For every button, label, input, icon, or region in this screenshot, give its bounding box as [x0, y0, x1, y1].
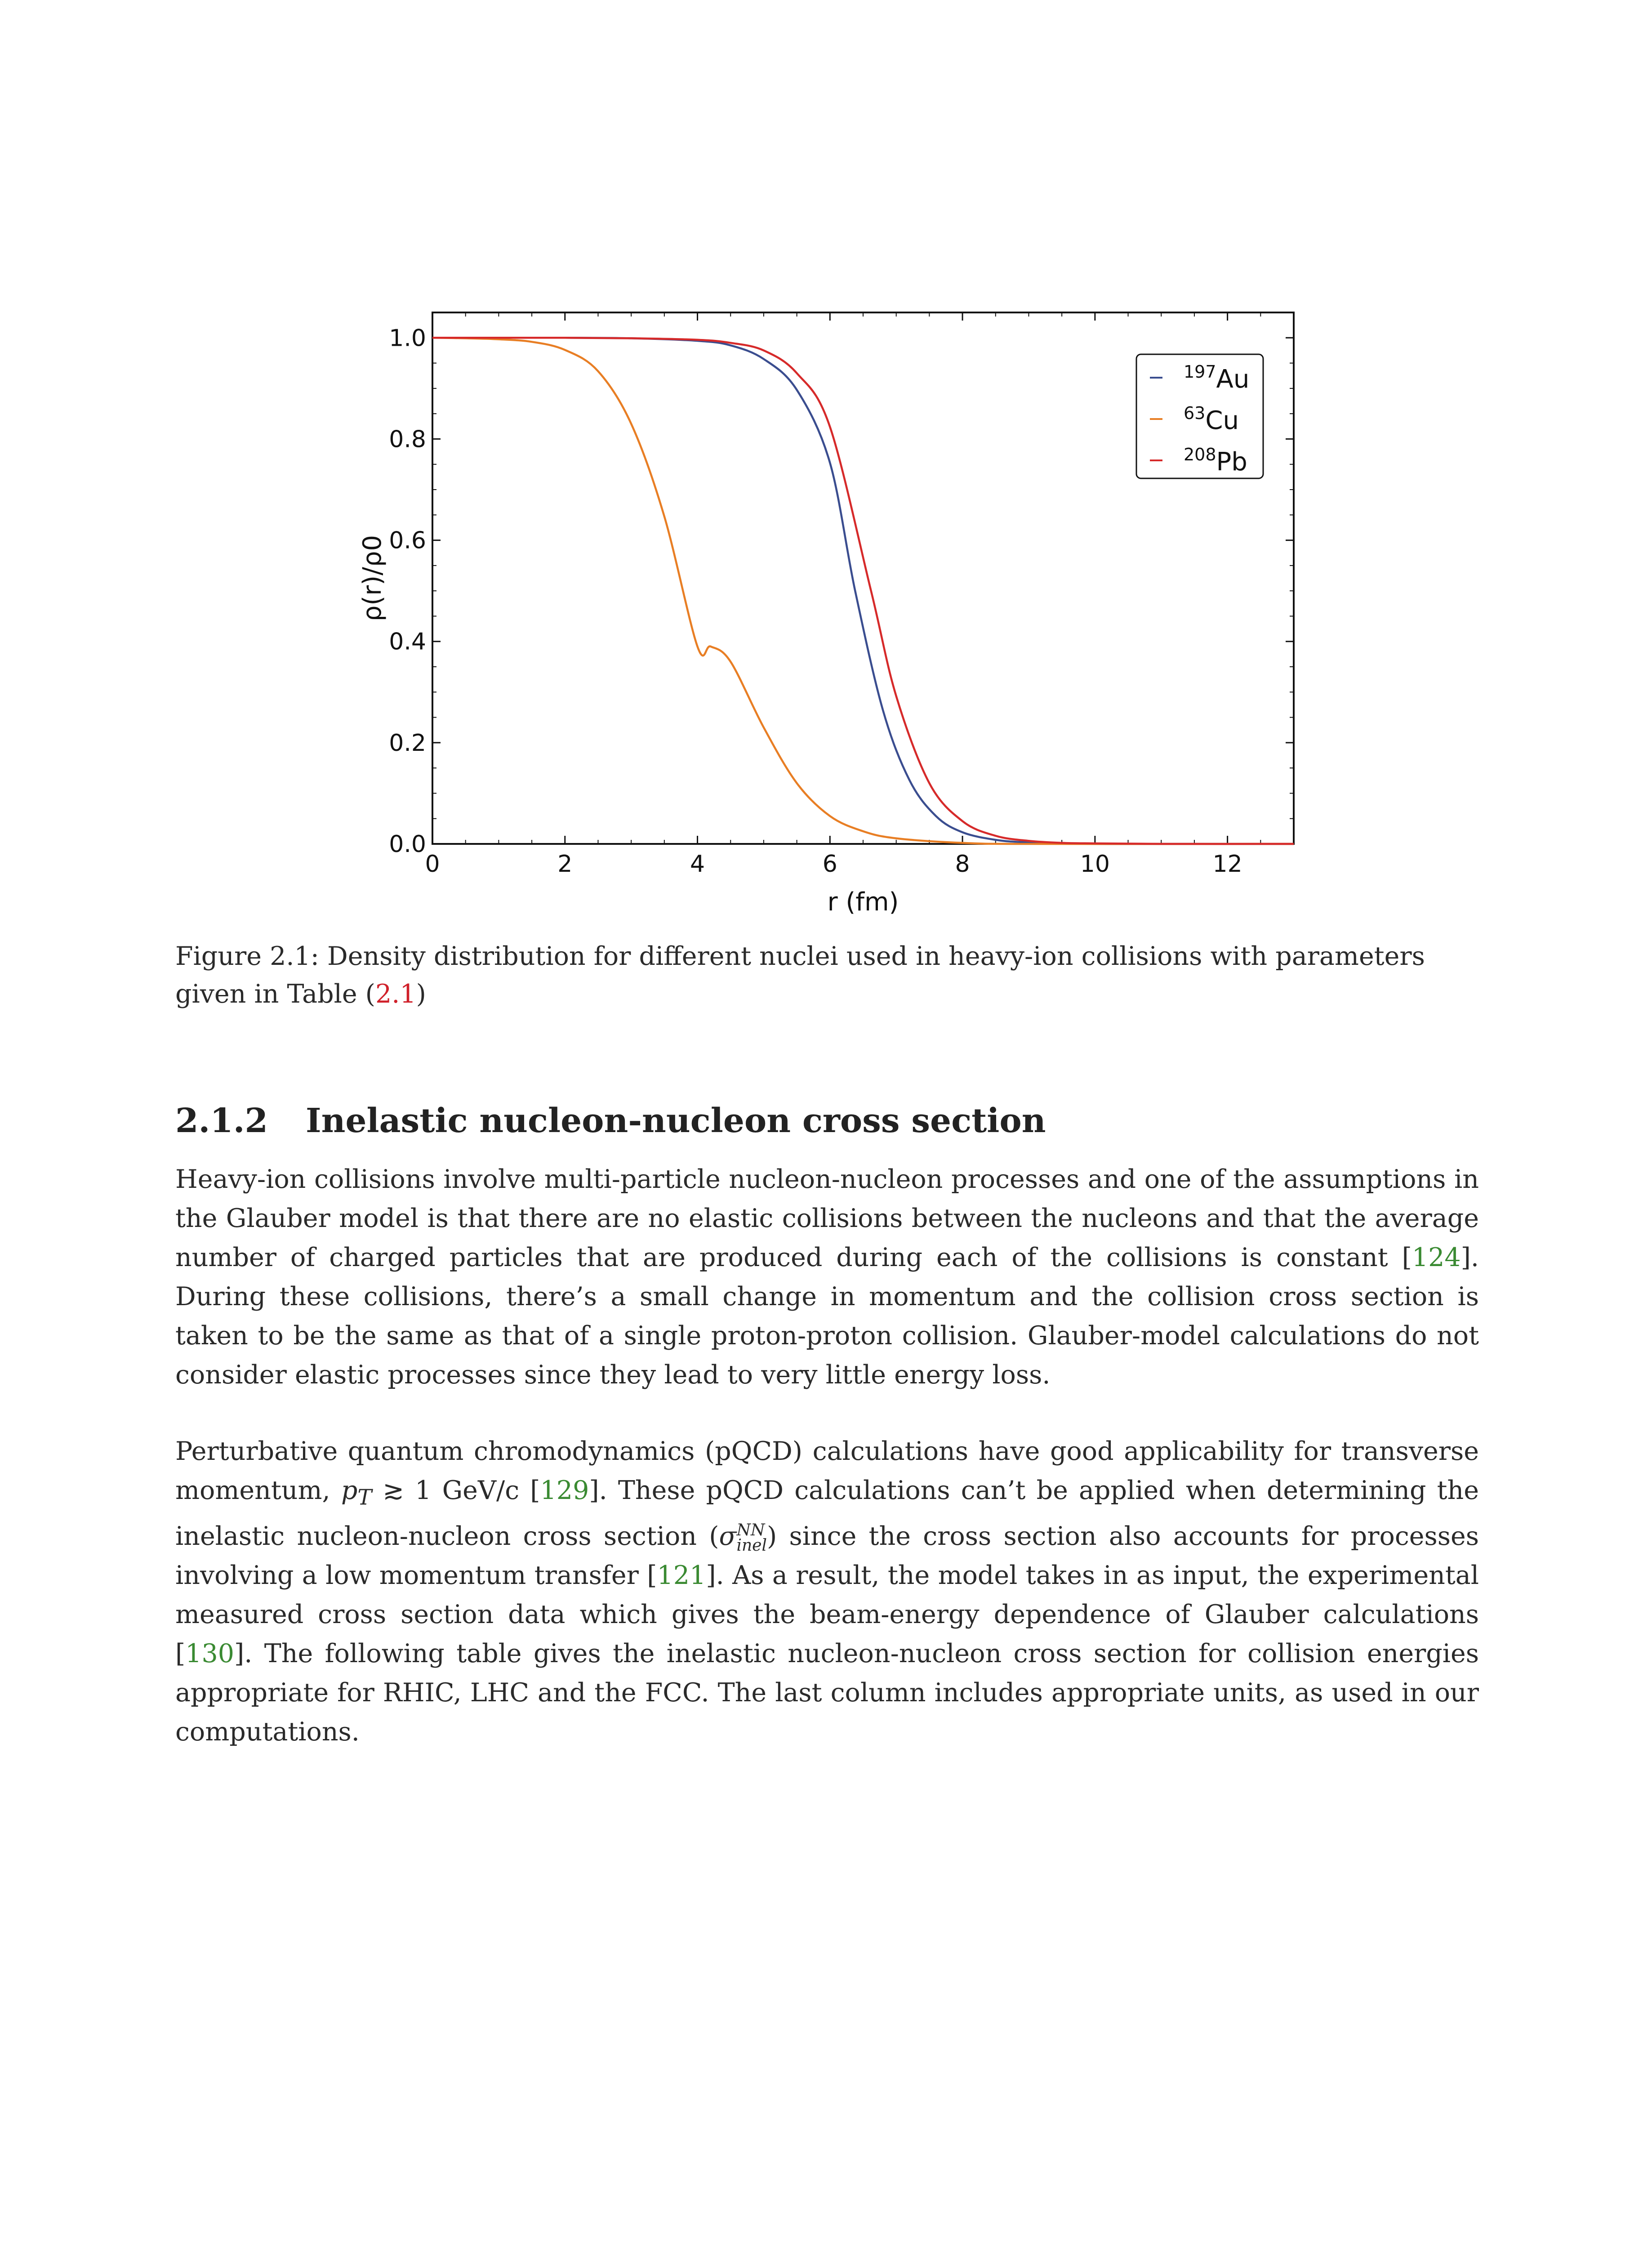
citation-121[interactable]: 121 [657, 1561, 706, 1591]
paragraph-2-text-e: ]. The following table gives the inelastic nucleon-nucleon cross section for collision energies appropriate for RHIC, LHC and the FCC. The last column includes appropriate units, as used in our computations. [175, 1639, 1479, 1747]
pt-letter: p [341, 1476, 358, 1505]
y-tick-label: 1.0 [389, 325, 426, 352]
paragraph-1-text-b: ]. During these collisions, there’s a small change in momentum and the collision cross section is taken to be the same as that of a single proton-proton collision. Glauber-model calculations do not consider elastic processes since they lead to very little energy loss. [175, 1243, 1479, 1390]
section-title: Inelastic nucleon-nucleon cross section [306, 1102, 1046, 1140]
legend-entry: $^{208}$Pb [1184, 445, 1247, 477]
x-tick-label: 0 [425, 851, 440, 878]
y-tick-label: 0.0 [389, 831, 426, 858]
paragraph-2-text-a: Perturbative quantum chromodynamics (pQCD) calculations have good applicability for transverse momentum, [175, 1436, 1479, 1505]
density-figure [0, 0, 1652, 944]
x-tick-label: 10 [1080, 851, 1110, 878]
density-chart [0, 0, 1652, 944]
paragraph-2 [175, 1432, 1479, 1752]
sigma-subscript: inel [736, 1536, 767, 1555]
y-tick-label: 0.4 [389, 628, 426, 656]
y-axis-label: ρ(r)/ρ0 [358, 535, 387, 622]
citation-124[interactable]: 124 [1412, 1243, 1461, 1272]
legend-entry: $^{63}$Cu [1184, 403, 1239, 435]
paragraph-2-text-d: ]. As a result, the model takes in as input, the experimental measured cross section data which gives the beam-energy dependence of Glauber calculations [ [175, 1561, 1479, 1669]
x-tick-label: 6 [822, 851, 837, 878]
table-reference-link[interactable]: 2.1 [375, 979, 416, 1009]
sigma-inel-nn-symbol [719, 1521, 767, 1555]
citation-130[interactable]: 130 [185, 1639, 235, 1669]
pt-symbol [341, 1476, 372, 1510]
x-tick-label: 4 [690, 851, 705, 878]
paragraph-2-text-a2: ≳ 1 GeV/c [ [372, 1476, 540, 1505]
sigma-letter: σ [719, 1521, 737, 1552]
x-axis-label: r (fm) [827, 888, 899, 917]
pt-subscript: T [357, 1485, 372, 1510]
paragraph-2-text-b: ]. These pQCD calculations can’t be applied when determining the inelastic nucleon-nucleon cross section ( [175, 1476, 1479, 1552]
caption-tail: ) [416, 979, 426, 1009]
y-tick-label: 0.6 [389, 527, 426, 554]
sigma-superscript: NN [736, 1521, 765, 1540]
x-tick-label: 2 [557, 851, 573, 878]
section-heading [175, 1102, 1479, 1140]
figure-caption [175, 937, 1479, 1013]
legend-entry: $^{197}$Au [1184, 362, 1250, 394]
paragraph-1 [175, 1160, 1479, 1395]
x-tick-label: 12 [1212, 851, 1242, 878]
x-tick-label: 8 [955, 851, 970, 878]
citation-129[interactable]: 129 [540, 1476, 589, 1505]
caption-text: Figure 2.1: Density distribution for different nuclei used in heavy-ion collisions with parameters given in Table ( [175, 941, 1425, 1009]
y-tick-label: 0.8 [389, 426, 426, 453]
paragraph-2-text-c: ) since the cross section also accounts for processes involving a low momentum transfer [ [175, 1521, 1479, 1591]
y-tick-label: 0.2 [389, 729, 426, 757]
paragraph-1-text-a: Heavy-ion collisions involve multi-particle nucleon-nucleon processes and one of the assumptions in the Glauber model is that there are no elastic collisions between the nucleons and that the average number of charged particles that are produced during each of the collisions is constant [ [175, 1164, 1479, 1272]
section-number: 2.1.2 [175, 1102, 268, 1140]
